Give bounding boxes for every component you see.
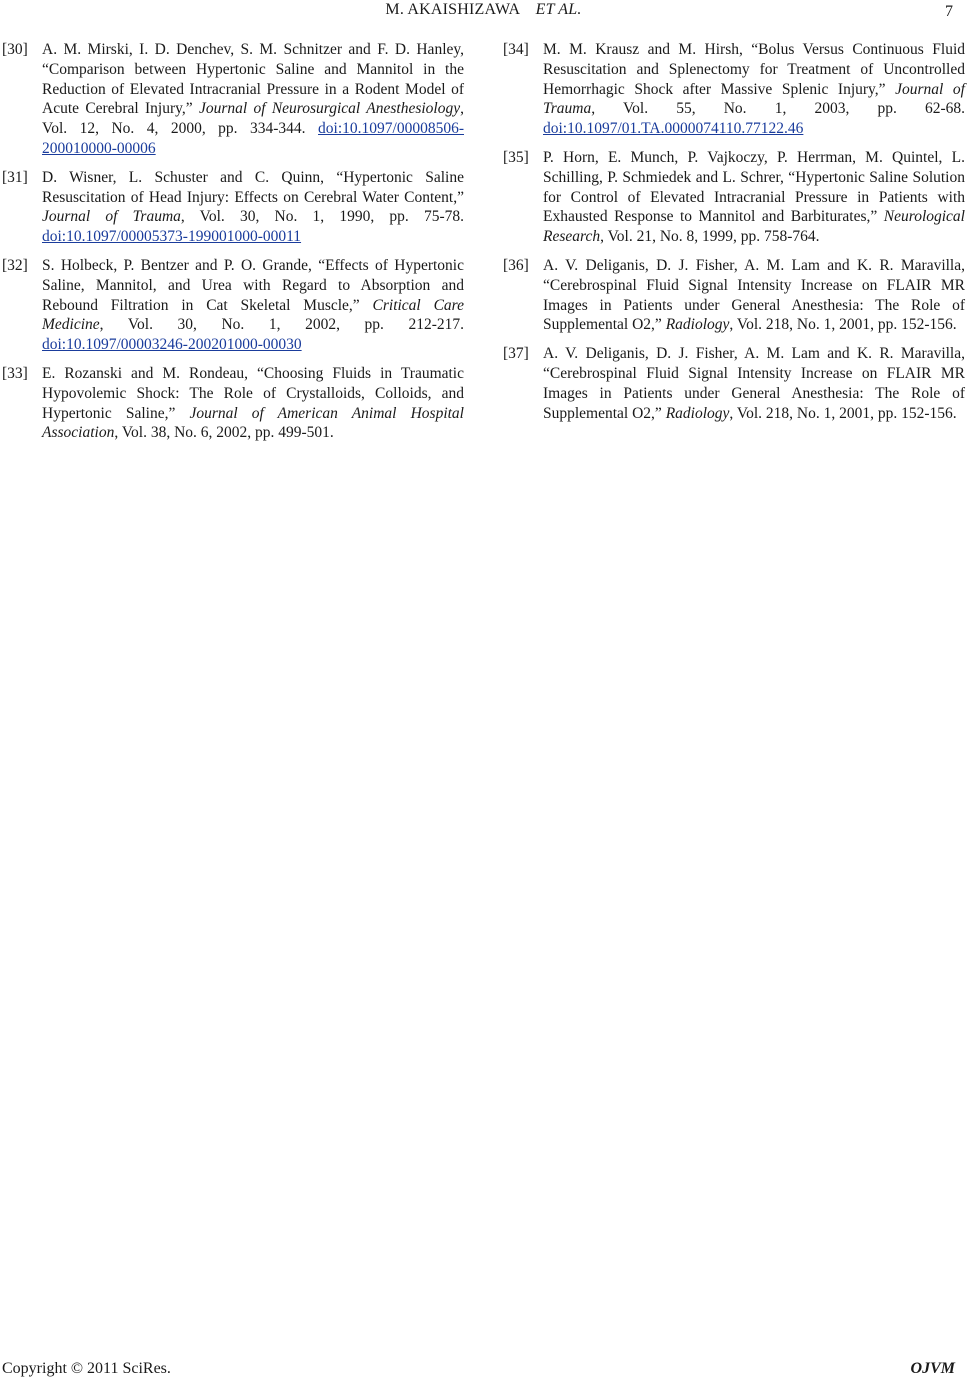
references-left-column	[2, 40, 464, 452]
footer-copyright: Copyright © 2011 SciRes.	[2, 1360, 171, 1377]
journal-name: Journal of American Animal Hospital Association	[42, 404, 464, 442]
reference-item	[503, 344, 965, 423]
footer-journal-abbrev: OJVM	[910, 1360, 955, 1377]
reference-item	[2, 364, 464, 443]
reference-item	[503, 256, 965, 335]
reference-text: S. Holbeck, P. Bentzer and P. O. Grande, “Effects of Hypertonic Saline, Mannitol, and Urea with Regard to Absorption and Rebound Filtration in Cat Skeletal Muscle,” Critical Care Medicine, Vol. 30, No. 1, 2002, pp. 212-217. doi:10.1097/00003246-200201000-00030	[42, 256, 464, 354]
reference-text: A. M. Mirski, I. D. Denchev, S. M. Schnitzer and F. D. Hanley, “Comparison between Hypertonic Saline and Mannitol in the Reduction of Elevated Intracranial Pressure in a Rodent Model of Acute Cerebral Injury,” Journal of Neurosurgical Anesthesiology, Vol. 12, No. 4, 2000, pp. 334-344. doi:10.1097/00008506-200010000-00006	[42, 41, 464, 157]
doi-link[interactable]: doi:10.1097/01.TA.0000074110.77122.46	[543, 120, 804, 138]
reference-number: [36]	[503, 256, 529, 274]
doi-link[interactable]: doi:10.1097/00003246-200201000-00030	[42, 336, 302, 354]
reference-item	[503, 148, 965, 247]
journal-name: Journal of Trauma	[42, 208, 181, 226]
reference-number: [34]	[503, 41, 529, 58]
reference-text: E. Rozanski and M. Rondeau, “Choosing Fluids in Traumatic Hypovolemic Shock: The Role of Crystalloids, Colloids, and Hypertonic Saline,” Journal of American Animal Hospital Association, Vol. 38, No. 6, 2002, pp. 499-501.	[42, 364, 464, 442]
reference-number: [31]	[2, 168, 28, 186]
reference-number: [37]	[503, 345, 529, 363]
running-header	[0, 1, 967, 19]
reference-text: D. Wisner, L. Schuster and C. Quinn, “Hypertonic Saline Resuscitation of Head Injury: Effects on Cerebral Water Content,” Journal of Trauma, Vol. 30, No. 1, 1990, pp. 75-78. doi:10.1097/00005373-199001000-00011	[42, 168, 465, 246]
reference-text: P. Horn, E. Munch, P. Vajkoczy, P. Herrman, M. Quintel, L. Schilling, P. Schmiedek and L. Schrer, “Hypertonic Saline Solution for Control of Elevated Intracranial Pressure in Patients with Exhausted Response to Mannitol and Barbiturates,” Neurological Research, Vol. 21, No. 8, 1999, pp. 758-764.	[543, 148, 965, 246]
reference-item	[2, 168, 464, 247]
references-right-column	[503, 40, 965, 432]
header-author: M. AKAISHIZAWA	[385, 1, 520, 18]
reference-item	[503, 40, 965, 139]
doi-link[interactable]: doi:10.1097/00008506-200010000-00006	[42, 120, 464, 157]
header-et-al: ET AL.	[535, 1, 582, 18]
reference-number: [30]	[2, 41, 28, 58]
reference-number: [33]	[2, 364, 28, 382]
page-number: 7	[945, 3, 953, 20]
journal-name: Radiology	[665, 316, 730, 334]
reference-text: A. V. Deliganis, D. J. Fisher, A. M. Lam and K. R. Maravilla, “Cerebrospinal Fluid Signal Intensity Increase on FLAIR MR Images in Patients under General Anesthesia: The Role of Supplemental O2,” Radiology, Vol. 218, No. 1, 2001, pp. 152-156.	[543, 345, 965, 422]
doi-link[interactable]: doi:10.1097/00005373-199001000-00011	[42, 228, 302, 246]
journal-name: Neurological Research	[543, 208, 965, 246]
journal-name: Critical Care Medicine	[42, 296, 464, 334]
reference-item	[2, 40, 464, 159]
journal-name: Journal of Neurosurgical Anesthesiology	[198, 100, 461, 118]
reference-text: M. M. Krausz and M. Hirsh, “Bolus Versus Continuous Fluid Resuscitation and Splenectomy for Treatment of Uncontrolled Hemorrhagic Shock after Massive Splenic Injury,” Journal of Trauma, Vol. 55, No. 1, 2003, pp. 62-68. doi:10.1097/01.TA.0000074110.77122.46	[543, 41, 965, 138]
reference-item	[2, 256, 464, 355]
journal-name: Journal of Trauma	[543, 80, 965, 118]
reference-number: [35]	[503, 148, 529, 166]
reference-number: [32]	[2, 256, 28, 274]
journal-name: Radiology	[665, 404, 730, 422]
reference-text: A. V. Deliganis, D. J. Fisher, A. M. Lam and K. R. Maravilla, “Cerebrospinal Fluid Signal Intensity Increase on FLAIR MR Images in Patients under General Anesthesia: The Role of Supplemental O2,” Radiology, Vol. 218, No. 1, 2001, pp. 152-156.	[543, 256, 965, 334]
